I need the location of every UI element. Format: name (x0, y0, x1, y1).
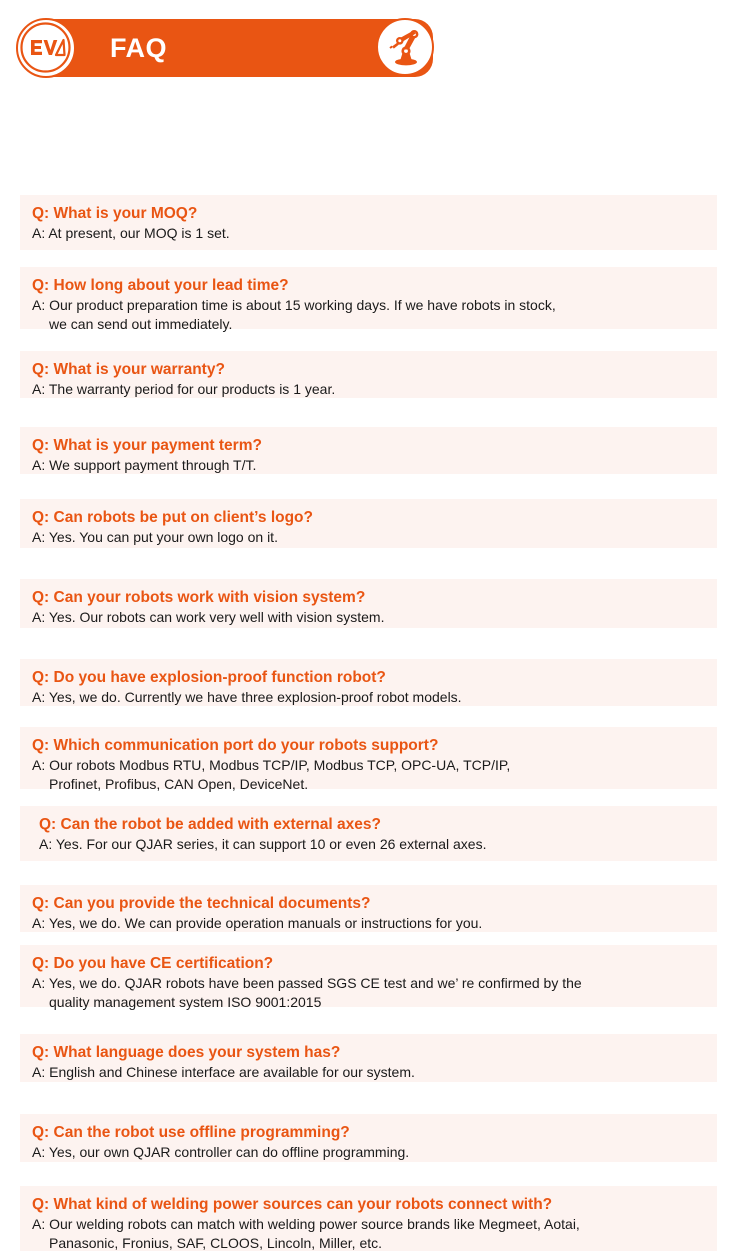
faq-item[interactable] (20, 806, 717, 861)
faq-question: Q: What language does your system has? (32, 1043, 705, 1063)
faq-item[interactable] (20, 727, 717, 789)
faq-answer (32, 296, 705, 333)
page-header (0, 0, 750, 90)
faq-question: Q: What kind of welding power sources can your robots connect with? (32, 1195, 705, 1215)
faq-answer-line: we can send out immediately. (32, 315, 705, 334)
faq-answer-line: A: We support payment through T/T. (32, 456, 705, 475)
faq-answer-line: A: Yes. Our robots can work very well with vision system. (32, 608, 705, 627)
faq-answer-line: quality management system ISO 9001:2015 (32, 993, 705, 1012)
faq-question: Q: Can your robots work with vision system? (32, 588, 705, 608)
faq-answer-line: A: Yes. For our QJAR series, it can support 10 or even 26 external axes. (39, 835, 705, 854)
faq-answer-line: A: Yes, we do. We can provide operation manuals or instructions for you. (32, 914, 705, 933)
faq-item[interactable] (20, 945, 717, 1007)
faq-question: Q: How long about your lead time? (32, 276, 705, 296)
faq-answer-line: A: Yes, our own QJAR controller can do offline programming. (32, 1143, 705, 1162)
page-title: FAQ (110, 32, 167, 64)
faq-answer (32, 456, 705, 475)
evs-logo-icon (16, 18, 76, 78)
faq-answer (32, 1215, 705, 1252)
faq-item[interactable] (20, 579, 717, 628)
faq-answer-line: A: Yes, we do. QJAR robots have been passed SGS CE test and we’ re confirmed by the (32, 974, 705, 993)
faq-question: Q: Can you provide the technical documents? (32, 894, 705, 914)
faq-answer-line: Profinet, Profibus, CAN Open, DeviceNet. (32, 775, 705, 794)
faq-answer-line: A: Our welding robots can match with welding power source brands like Megmeet, Aotai, (32, 1215, 705, 1234)
faq-question: Q: Do you have CE certification? (32, 954, 705, 974)
faq-question: Q: Which communication port do your robots support? (32, 736, 705, 756)
faq-answer-line: A: Our product preparation time is about 15 working days. If we have robots in stock, (32, 296, 705, 315)
robot-arm-icon (376, 18, 434, 76)
faq-answer (32, 688, 705, 707)
header-orange-bar (43, 19, 433, 77)
faq-answer-line: A: English and Chinese interface are available for our system. (32, 1063, 705, 1082)
faq-item[interactable] (20, 885, 717, 932)
faq-item[interactable] (20, 499, 717, 548)
faq-answer-line: A: At present, our MOQ is 1 set. (32, 224, 705, 243)
faq-question: Q: Can the robot use offline programming? (32, 1123, 705, 1143)
faq-answer (32, 528, 705, 547)
faq-answer-line: A: Our robots Modbus RTU, Modbus TCP/IP, Modbus TCP, OPC-UA, TCP/IP, (32, 756, 705, 775)
faq-item[interactable] (20, 267, 717, 329)
faq-item[interactable] (20, 659, 717, 706)
faq-answer-line: A: Yes, we do. Currently we have three explosion-proof robot models. (32, 688, 705, 707)
faq-item[interactable] (20, 1186, 717, 1251)
faq-answer (32, 380, 705, 399)
faq-item[interactable] (20, 427, 717, 474)
faq-question: Q: What is your payment term? (32, 436, 705, 456)
faq-answer (39, 835, 705, 854)
faq-item[interactable] (20, 351, 717, 398)
faq-answer (32, 914, 705, 933)
faq-answer (32, 1143, 705, 1162)
faq-item[interactable] (20, 195, 717, 250)
faq-answer (32, 1063, 705, 1082)
faq-item[interactable] (20, 1114, 717, 1162)
faq-answer-line: Panasonic, Fronius, SAF, CLOOS, Lincoln, Miller, etc. (32, 1234, 705, 1252)
faq-question: Q: Do you have explosion-proof function robot? (32, 668, 705, 688)
faq-question: Q: Can robots be put on client’s logo? (32, 508, 705, 528)
faq-answer (32, 974, 705, 1011)
faq-answer-line: A: The warranty period for our products is 1 year. (32, 380, 705, 399)
faq-answer (32, 608, 705, 627)
faq-item[interactable] (20, 1034, 717, 1082)
faq-question: Q: What is your MOQ? (32, 204, 705, 224)
faq-question: Q: Can the robot be added with external axes? (39, 815, 705, 835)
faq-answer (32, 224, 705, 243)
faq-answer (32, 756, 705, 793)
faq-answer-line: A: Yes. You can put your own logo on it. (32, 528, 705, 547)
faq-question: Q: What is your warranty? (32, 360, 705, 380)
